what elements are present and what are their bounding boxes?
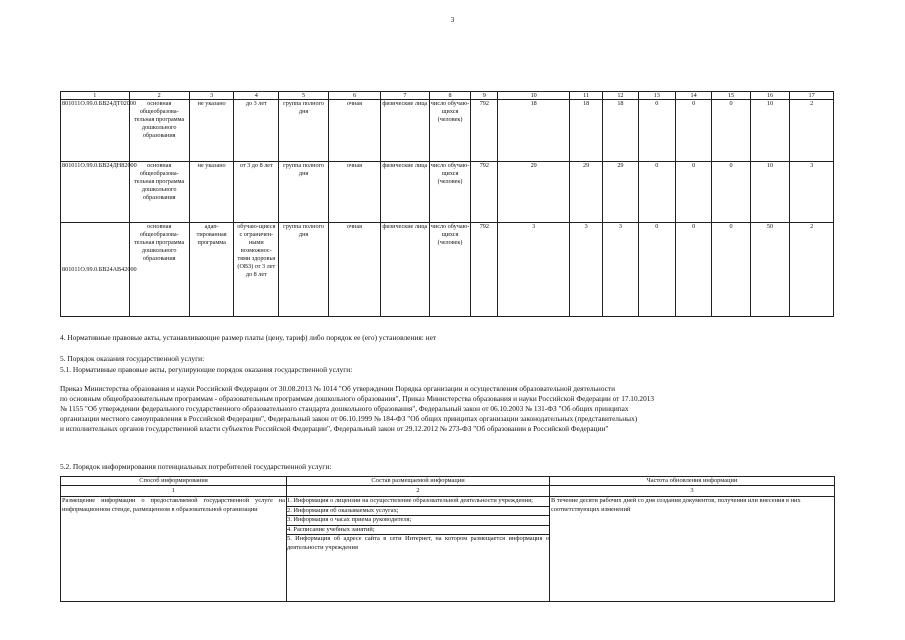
col-number: 11: [570, 92, 603, 100]
col-number: 1: [61, 92, 130, 100]
normative-line: организации местного самоуправления в Российской Федерации", Федеральный закон от 06.10.1999 № 184-ФЗ "Об общих принципах организации законодательных (представительных): [60, 414, 638, 423]
section-5-2-text: 5.2. Порядок информирования потенциальных потребителей государственной услуги:: [60, 462, 332, 471]
col-number: 12: [603, 92, 638, 100]
registry-number-cell: 801011О.99.0.БВ24ДТ02000: [61, 100, 130, 162]
value-cell: 3: [498, 223, 570, 317]
value-cell: 0: [675, 162, 711, 223]
col-number: 4: [234, 92, 279, 100]
deviation-absolute-cell: 2: [790, 223, 834, 317]
normative-acts-paragraph: [60, 384, 840, 434]
deviation-absolute-cell: 2: [790, 100, 834, 162]
program-cell: основная общеобразова-тельная программа дошкольного образования: [129, 100, 189, 162]
value-cell: 29: [498, 162, 570, 223]
program-cell: основная общеобразова-тельная программа дошкольного образования: [129, 162, 189, 223]
informing-table: [60, 476, 835, 602]
section-4-text: 4. Нормативные правовые акты, устанавливающие размер платы (цену, тариф) либо порядок ее (его) установления: нет: [60, 333, 437, 342]
table-row: [61, 497, 835, 602]
consumers-cell: физические лица: [380, 100, 429, 162]
registry-number-cell: 801011О.99.0.БВ24ДН82000: [61, 162, 130, 223]
deviation-percent-cell: 50: [750, 223, 789, 317]
table-row: [61, 223, 834, 317]
col-number: 14: [675, 92, 711, 100]
col-number: 3: [550, 486, 835, 497]
value-cell: 18: [570, 100, 603, 162]
program-type-cell: не указано: [189, 100, 234, 162]
form-cell: очная: [329, 223, 381, 317]
list-item: 4. Расписание учебных занятий;: [286, 526, 550, 536]
col-number: 9: [471, 92, 498, 100]
program-type-cell: адап-тированная программа: [189, 223, 234, 317]
stay-mode-cell: группа полного дня: [279, 223, 329, 317]
program-type-cell: не указано: [189, 162, 234, 223]
value-cell: 0: [638, 162, 675, 223]
deviation-absolute-cell: 3: [790, 162, 834, 223]
stay-mode-cell: группа полного дня: [279, 162, 329, 223]
normative-line: Приказ Министерства образования и науки Российской Федерации от 30.08.2013 № 1014 "Об утверждении Порядка организации и осуществления образовательной деятельности: [60, 384, 615, 393]
col-number: 17: [790, 92, 834, 100]
normative-line: № 1155 "Об утверждении федерального государственного образовательного стандарта дошкольного образования", Федеральный закон от 06.10.2003 № 131-ФЗ "Об общих принципах: [60, 404, 629, 413]
informing-method-cell: Размещение информации о предоставляемой государственной услуге на информационном стенде, размещенном в образовательной организации: [61, 497, 287, 602]
list-item: 5. Информация об адресе сайта в сети Интернет, на котором размещается информация о деятельности учреждения: [287, 535, 549, 551]
deviation-percent-cell: 10: [750, 100, 789, 162]
consumers-cell: физические лица: [380, 162, 429, 223]
list-item: 1. Информация о лицензии на осуществление образовательной деятельности учреждения;: [286, 497, 550, 507]
list-item: 2. Информация об оказываемых услугах;: [286, 507, 550, 517]
value-cell: 29: [570, 162, 603, 223]
service-volume-table: [60, 91, 834, 317]
indicator-cell: число обучаю-щихся (человек): [429, 162, 471, 223]
value-cell: 0: [638, 223, 675, 317]
col-number: 2: [287, 486, 550, 497]
col-number: 16: [750, 92, 789, 100]
okei-code-cell: 792: [471, 162, 498, 223]
value-cell: 0: [638, 100, 675, 162]
age-cell: от 3 до 8 лет: [234, 162, 279, 223]
value-cell: 0: [675, 223, 711, 317]
value-cell: 0: [675, 100, 711, 162]
normative-line: и исполнительных органов государственной власти субъектов Российской Федерации", Федеральный закон от 29.12.2012 № 273-ФЗ "Об образовании в Российской Федерации": [60, 424, 609, 433]
col-number: 6: [329, 92, 381, 100]
col-number: 8: [429, 92, 471, 100]
value-cell: 18: [498, 100, 570, 162]
value-cell: 0: [712, 100, 750, 162]
page-number: 3: [450, 16, 455, 24]
col-number: 10: [498, 92, 570, 100]
age-cell: до 3 лет: [234, 100, 279, 162]
section-5-1-text: 5.1. Нормативные правовые акты, регулирующие порядок оказания государственной услуги:: [60, 365, 353, 374]
registry-number-cell: 801011О.99.0.БВ24АВ42000: [61, 223, 130, 317]
value-cell: 29: [603, 162, 638, 223]
okei-code-cell: 792: [471, 100, 498, 162]
form-cell: очная: [329, 162, 381, 223]
header-row: [61, 477, 835, 486]
information-contents-cell: [287, 497, 550, 602]
value-cell: 18: [603, 100, 638, 162]
col-number: 3: [189, 92, 234, 100]
col-number: 15: [712, 92, 750, 100]
age-cell: обучаю-щиеся с ограничен-ными возможнос-тями здоровья (ОВЗ) от 3 лет до 8 лет: [234, 223, 279, 317]
value-cell: 0: [712, 223, 750, 317]
header-contents: Состав размещаемой информации: [287, 477, 550, 486]
indicator-cell: число обучаю-щихся (человек): [429, 223, 471, 317]
col-number: 2: [129, 92, 189, 100]
table-row: [61, 162, 834, 223]
col-number: 7: [380, 92, 429, 100]
header-method: Способ информирования: [61, 477, 287, 486]
col-number: 13: [638, 92, 675, 100]
normative-line: по основным общеобразовательным программам - образовательным программам дошкольного образования", Приказ Министерства образования и науки Российской Федерации от 17.10.2013: [60, 394, 655, 403]
program-cell: основная общеобразова-тельная программа дошкольного образования: [129, 223, 189, 317]
value-cell: 3: [570, 223, 603, 317]
update-frequency-cell: В течение десяти рабочих дней со дня создания документов, получения или внесения в них соответствующих изменений: [550, 497, 835, 602]
col-number: 1: [61, 486, 287, 497]
section-5-title: 5. Порядок оказания государственной услуги:: [60, 354, 205, 363]
value-cell: 3: [603, 223, 638, 317]
list-item: 3. Информация о часах приема руководителя;: [286, 516, 550, 526]
consumers-cell: физические лица: [380, 223, 429, 317]
deviation-percent-cell: 10: [750, 162, 789, 223]
column-number-row: [61, 486, 835, 497]
table-row: [61, 100, 834, 162]
indicator-cell: число обучаю-щихся (человек): [429, 100, 471, 162]
form-cell: очная: [329, 100, 381, 162]
okei-code-cell: 792: [471, 223, 498, 317]
column-number-row: [61, 92, 834, 100]
header-frequency: Частота обновления информации: [550, 477, 835, 486]
stay-mode-cell: группа полного дня: [279, 100, 329, 162]
value-cell: 0: [712, 162, 750, 223]
col-number: 5: [279, 92, 329, 100]
